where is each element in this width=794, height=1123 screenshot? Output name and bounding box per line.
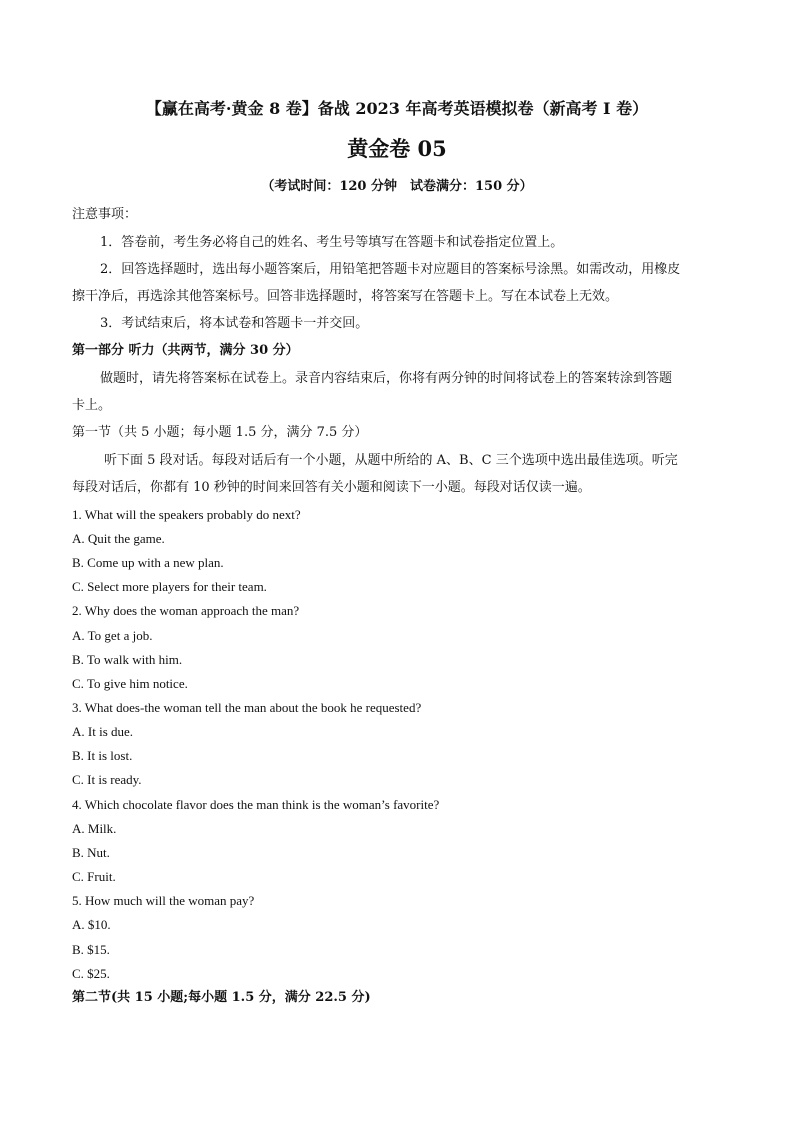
notice-item-1: 1．答卷前，考生务必将自己的姓名、考生号等填写在答题卡和试卷指定位置上。 bbox=[100, 235, 564, 250]
question-1-stem: 1. What will the speakers probably do next? bbox=[72, 507, 301, 522]
notice-item-2-line-1: 2．回答选择题时，选出每小题答案后，用铅笔把答题卡对应题目的答案标号涂黑。如需改动，用橡皮 bbox=[100, 262, 681, 277]
part1-instruction-line-2: 卡上。 bbox=[72, 398, 112, 413]
question-3-option-c: C. It is ready. bbox=[72, 772, 142, 787]
question-2-option-c: C. To give him notice. bbox=[72, 676, 188, 691]
question-5-option-b: B. $15. bbox=[72, 942, 110, 957]
section1-instruction-line-1: 听下面 5 段对话。每段对话后有一个小题，从题中所给的 A、B、C 三个选项中选出最佳选项。听完 bbox=[104, 453, 678, 468]
notice-heading: 注意事项： bbox=[72, 207, 138, 222]
question-5-option-c: C. $25. bbox=[72, 966, 110, 981]
question-4-option-c: C. Fruit. bbox=[72, 869, 116, 884]
question-4-stem: 4. Which chocolate flavor does the man think is the woman’s favorite? bbox=[72, 797, 440, 812]
question-2-option-b: B. To walk with him. bbox=[72, 652, 183, 667]
question-3-option-b: B. It is lost. bbox=[72, 748, 133, 763]
section2-heading: 第二节(共 15 小题;每小题 1.5 分，满分 22.5 分) bbox=[72, 990, 371, 1005]
paper-number: 黄金卷 05 bbox=[347, 136, 447, 161]
time-info: （考试时间：120 分钟 试卷满分：150 分） bbox=[261, 179, 533, 194]
part1-heading: 第一部分 听力（共两节，满分 30 分） bbox=[72, 343, 299, 358]
exam-title: 【赢在高考·黄金 8 卷】备战 2023 年高考英语模拟卷（新高考 I 卷） bbox=[145, 99, 649, 118]
part1-instruction-line-1: 做题时，请先将答案标在试卷上。录音内容结束后，你将有两分钟的时间将试卷上的答案转涂到答题 bbox=[100, 371, 673, 386]
question-2-stem: 2. Why does the woman approach the man? bbox=[72, 603, 300, 618]
question-4-option-b: B. Nut. bbox=[72, 845, 110, 860]
section1-instruction-line-2: 每段对话后，你都有 10 秒钟的时间来回答有关小题和阅读下一小题。每段对话仅读一遍。 bbox=[72, 480, 591, 495]
question-3-option-a: A. It is due. bbox=[72, 724, 134, 739]
question-2-option-a: A. To get a job. bbox=[72, 628, 153, 643]
question-1-option-c: C. Select more players for their team. bbox=[72, 579, 267, 594]
question-3-stem: 3. What does-the woman tell the man about the book he requested? bbox=[72, 700, 422, 715]
question-5-option-a: A. $10. bbox=[72, 917, 111, 932]
question-5-stem: 5. How much will the woman pay? bbox=[72, 893, 255, 908]
section1-heading: 第一节（共 5 小题；每小题 1.5 分，满分 7.5 分） bbox=[72, 425, 368, 440]
notice-item-3: 3．考试结束后，将本试卷和答题卡一并交回。 bbox=[100, 316, 369, 331]
question-1-option-a: A. Quit the game. bbox=[72, 531, 165, 546]
question-4-option-a: A. Milk. bbox=[72, 821, 117, 836]
notice-item-2-line-2: 擦干净后，再选涂其他答案标号。回答非选择题时，将答案写在答题卡上。写在本试卷上无效。 bbox=[72, 289, 619, 304]
question-1-option-b: B. Come up with a new plan. bbox=[72, 555, 224, 570]
